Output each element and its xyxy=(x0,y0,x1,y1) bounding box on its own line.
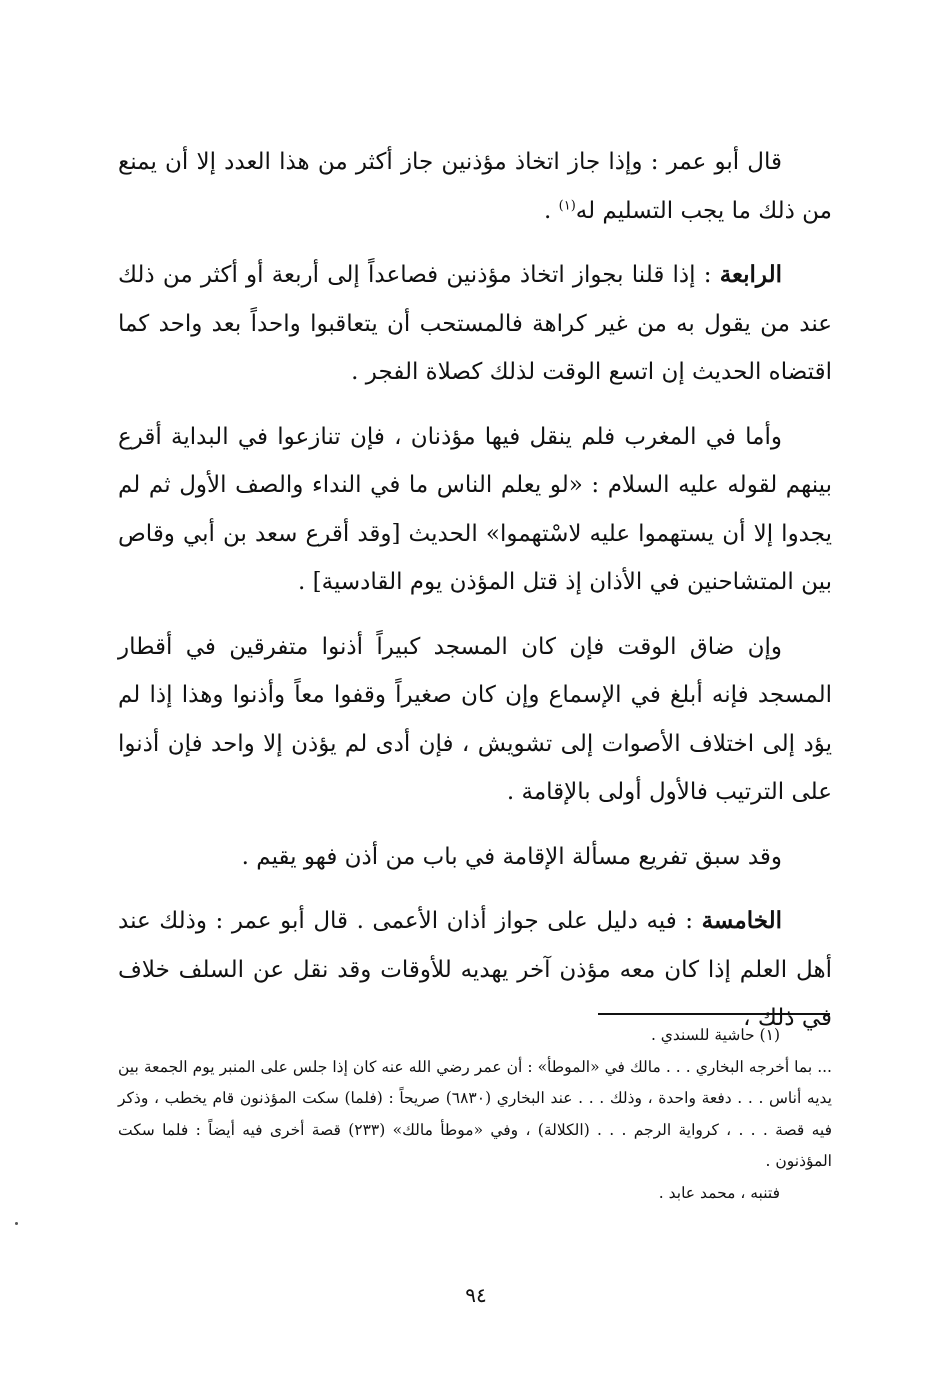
section-heading-fifth: الخامسة xyxy=(701,907,782,934)
footnote-signature: فتنبه ، محمد عابد . xyxy=(658,1183,780,1202)
footnote-body: ... بما أخرجه البخاري . . . مالك في «الموطأ» : أن عمر رضي الله عنه كان إذا جلس على المنبر يوم الجمعة بين يديه أناس . . . دفعة واحدة ، وذلك . . . عند البخاري (٦٨٣٠) صريحاً : (فلما) سكت المؤذنون قام يخطب ، وذكر فيه قصة . . . ، كرواية الرجم . . . (الكلالة) ، وفي «موطأ مالك» (٢٣٣) قصة أخرى فيه أيضاً : فلما سكت المؤذنون . xyxy=(118,1057,832,1170)
footnotes xyxy=(118,1020,832,1209)
footnote-marker: (١) xyxy=(558,197,576,213)
paragraph-3 xyxy=(118,413,832,607)
paragraph-2 xyxy=(118,251,832,397)
paragraph-4-text: وإن ضاق الوقت فإن كان المسجد كبيراً أذنوا متفرقين في أقطار المسجد فإنه أبلغ في الإسماع وإن كان صغيراً وقفوا معاً وأذنوا وهذا إذا لم يؤد إلى اختلاف الأصوات إلى تشويش ، فإن أدى لم يؤذن إلا واحد فإن أذنوا على الترتيب فالأول أولى بالإقامة . xyxy=(118,633,832,805)
main-text xyxy=(118,138,832,1059)
page-number: ٩٤ xyxy=(465,1283,487,1307)
section-heading-fourth: الرابعة xyxy=(719,261,782,288)
paragraph-5-text: وقد سبق تفريع مسألة الإقامة في باب من أذن فهو يقيم . xyxy=(241,843,782,870)
scan-speck xyxy=(15,1222,18,1225)
paragraph-6-text: : فيه دليل على جواز أذان الأعمى . قال أبو عمر : وذلك عند أهل العلم إذا كان معه مؤذن آخر يهديه للأوقات وقد نقل عن السلف خلاف في ذلك ، xyxy=(118,908,832,1031)
paragraph-5 xyxy=(118,833,832,882)
paragraph-3-text: وأما في المغرب فلم ينقل فيها مؤذنان ، فإن تنازعوا في البداية أقرع بينهم لقوله عليه السلام : «لو يعلم الناس ما في النداء والصف الأول ثم لم يجدوا إلا أن يستهموا عليه لاسْتهموا» الحديث [وقد أقرع سعد بن أبي وقاص بين المتشاحنين في الأذان إذ قتل المؤذن يوم القادسية] . xyxy=(118,423,832,595)
paragraph-2-text: : إذا قلنا بجواز اتخاذ مؤذنين فصاعداً إلى أربعة أو أكثر من ذلك عند من يقول به من غير كراهة فالمستحب أن يتعاقبوا واحداً بعد واحد كما اقتضاه الحديث إن اتسع الوقت لذلك كصلاة الفجر . xyxy=(118,262,832,385)
paragraph-1-text: قال أبو عمر : وإذا جاز اتخاذ مؤذنين جاز أكثر من هذا العدد إلا أن يمنع من ذلك ما يجب التسليم له xyxy=(118,149,832,224)
footnote-divider xyxy=(598,1013,830,1015)
paragraph-1-end: . xyxy=(544,197,559,224)
footnote-1: (١) حاشية للسندي . xyxy=(650,1026,780,1044)
paragraph-1 xyxy=(118,138,832,235)
paragraph-4 xyxy=(118,623,832,817)
